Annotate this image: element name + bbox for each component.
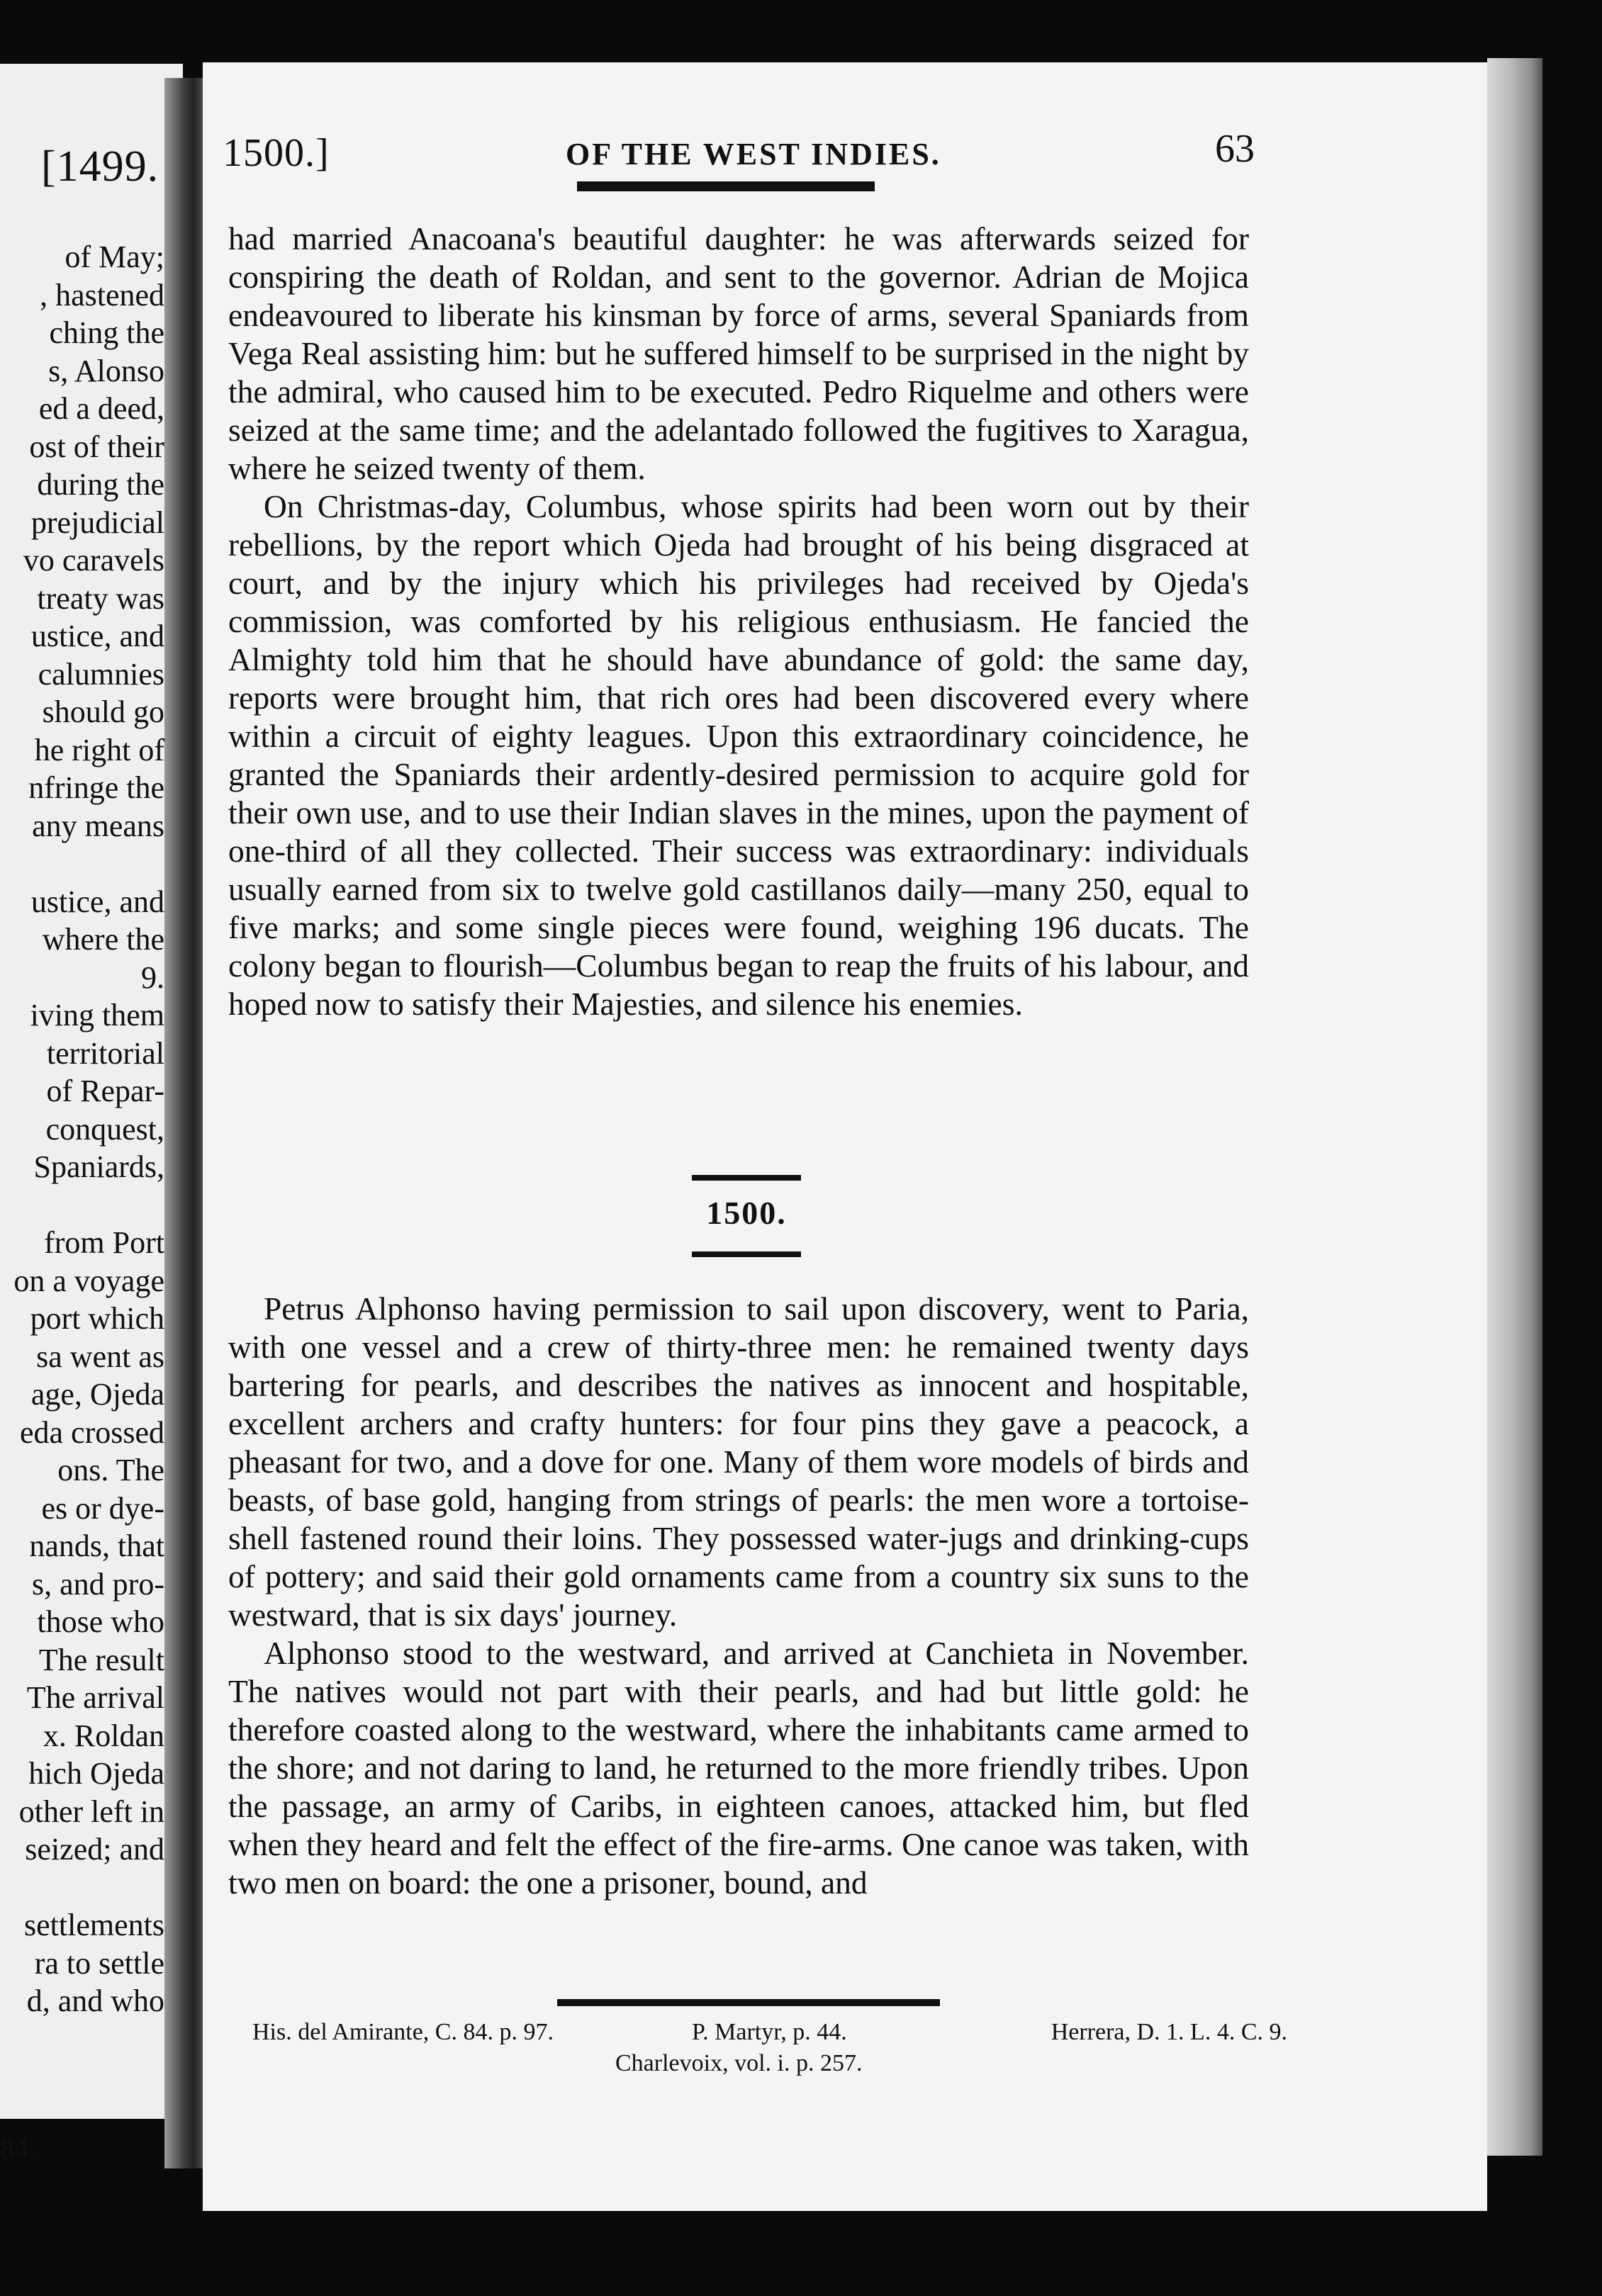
left-page-line: vo caravels — [23, 543, 164, 578]
paragraph: On Christmas-day, Columbus, whose spirits had been worn out by their rebellions, by the report which Ojeda had brought of his being disgraced at court, and by the injury which his privileges had received by Ojeda's commission, was comforted by his religious enthusiasm. He fancied the Almighty told him that he should have abundance of gold: the same day, reports were brought him, that rich ores had been discovered every where within a circuit of eighty leagues. Upon this extraordinary coincidence, he granted the Spaniards their ardently-desired permission to acquire gold for their own use, and to use their Indian slaves in the mines, upon the payment of one-third of all they collected. Their success was extraordinary: individuals usually earned from six to twelve gold castillanos daily—many 250, equal to five marks; and some single pieces were found, weighing 196 ducats. The colony began to flourish—Columbus began to reap the fruits of his labour, and hoped now to satisfy their Majesties, and silence his enemies. — [228, 488, 1249, 1022]
left-page-line: from Port — [44, 1225, 164, 1260]
footnote-ref: P. Martyr, p. 44. — [692, 2019, 847, 2045]
left-page-line: ed a deed, — [38, 391, 164, 426]
left-page-line: hich Ojeda — [28, 1756, 164, 1791]
running-head-title: OF THE WEST INDIES. — [566, 137, 941, 171]
footnote-ref: Charlevoix, vol. i. p. 257. — [615, 2050, 863, 2076]
left-page-line: ra to settle — [34, 1945, 164, 1981]
left-page-line: of May; — [65, 240, 164, 274]
body-text — [228, 220, 1249, 1023]
left-page-line: sa went as — [36, 1339, 164, 1374]
paragraph: had married Anacoana's beautiful daughter: he was afterwards seized for conspiring the death of Roldan, and sent to the governor. Adrian de Mojica endeavoured to liberate his kinsman by force of arms, several Spaniards from Vega Real assisting him: but he suffered himself to be surprised in the night by the admiral, who caused him to be executed. Pedro Riquelme and others were seized at the same time; and the adelantado followed the fugitives to Xaragua, where he seized twenty of them. — [228, 220, 1249, 486]
left-page-line: other left in — [18, 1794, 164, 1829]
left-page-line: The result — [38, 1642, 164, 1677]
left-page-line: ustice, and — [30, 884, 164, 919]
left-page-line: The arrival — [26, 1680, 164, 1715]
footnote-rule — [557, 1999, 940, 2006]
left-page-line: conquest, — [45, 1111, 164, 1147]
left-page-line: ons. The — [57, 1453, 164, 1487]
left-page-line: those who — [37, 1604, 164, 1639]
running-head — [223, 127, 1456, 187]
left-page-line — [13, 1186, 164, 1225]
section-rule-bottom — [692, 1251, 801, 1257]
book-gutter — [164, 78, 206, 2168]
left-page-line — [13, 845, 164, 883]
left-page-line: on a voyage — [13, 1263, 164, 1298]
left-page-line: settlements — [24, 1908, 164, 1942]
left-page-line: during the — [37, 467, 164, 502]
left-page-line: s, and pro- — [32, 1566, 164, 1602]
left-page-line: calumnies — [38, 656, 164, 692]
left-page-line: any means — [32, 808, 164, 843]
left-page-line: prejudicial — [30, 505, 164, 540]
left-page-line: nands, that — [29, 1529, 164, 1563]
header-rule — [577, 181, 875, 191]
left-page-line: nfringe the — [28, 770, 164, 805]
footnotes — [252, 2017, 1287, 2079]
section-rule-top — [692, 1175, 801, 1181]
left-footnote-fragment: 84. — [0, 2132, 35, 2164]
left-page-line — [13, 1869, 164, 1907]
left-page-line: should go — [42, 694, 164, 729]
page-number: 63 — [1215, 127, 1255, 171]
left-page-line: ching the — [49, 315, 164, 350]
left-page-line: territorial — [46, 1035, 164, 1071]
left-page-line: seized; and — [25, 1832, 164, 1867]
footnote-ref: His. del Amirante, C. 84. p. 97. — [252, 2019, 554, 2045]
paragraph: Alphonso stood to the westward, and arrived at Canchieta in November. The natives would not part with their pearls, and had but little gold: he therefore coasted along to the westward, where the inhabitants came armed to the shore; and not daring to land, he returned to the more friendly tribes. Upon the passage, an army of Caribs, in eighteen canoes, attacked him, but fled when they heard and felt the effect of the fire-arms. One canoe was taken, with two men on board: the one a prisoner, bound, and — [228, 1635, 1249, 1901]
left-page-text — [13, 238, 164, 2020]
left-running-head: [1499. — [41, 142, 159, 191]
left-page-line: he right of — [34, 732, 164, 767]
left-page-line: of Repar- — [46, 1074, 164, 1108]
right-page — [203, 62, 1487, 2211]
left-page-line: x. Roldan — [43, 1718, 164, 1753]
paragraph: Petrus Alphonso having permission to sail upon discovery, went to Paria, with one vessel and a crew of thirty-three men: he remained twenty days bartering for pearls, and describes the natives as innocent and hospitable, excellent archers and crafty hunters: for four pins they gave a peacock, a pheasant for two, and a dove for one. Many of them wore models of birds and beasts, of base gold, hanging from strings of pearls: the men wore a tortoise-shell fastened round their loins. They possessed water-jugs and drinking-cups of pottery; and said their gold ornaments came from a country six suns to the westward, that is six days' journey. — [228, 1290, 1249, 1633]
running-head-year: 1500.] — [223, 131, 330, 175]
left-page-line: es or dye- — [41, 1490, 164, 1526]
left-page-line: ustice, and — [30, 619, 164, 653]
footnote-ref: Herrera, D. 1. L. 4. C. 9. — [1051, 2019, 1287, 2045]
left-page — [0, 64, 183, 2164]
left-page-line: port which — [30, 1301, 164, 1336]
page-edge — [1487, 58, 1542, 2156]
left-page-line: eda crossed — [19, 1414, 164, 1450]
left-page-line: ost of their — [29, 429, 164, 464]
section-heading: 1500. — [706, 1195, 787, 1231]
left-page-line: iving them — [30, 998, 164, 1032]
left-page-line: treaty was — [37, 580, 164, 616]
left-page-line: d, and who — [26, 1983, 164, 2018]
left-page-line: Spaniards, — [33, 1149, 164, 1184]
left-page-line: s, Alonso — [48, 353, 164, 388]
section-text — [228, 1290, 1249, 1902]
left-page-line: age, Ojeda — [30, 1377, 164, 1412]
left-page-line: where the — [42, 922, 164, 957]
left-page-line: , hastened — [40, 277, 164, 313]
left-page-line: 9. — [141, 960, 164, 995]
